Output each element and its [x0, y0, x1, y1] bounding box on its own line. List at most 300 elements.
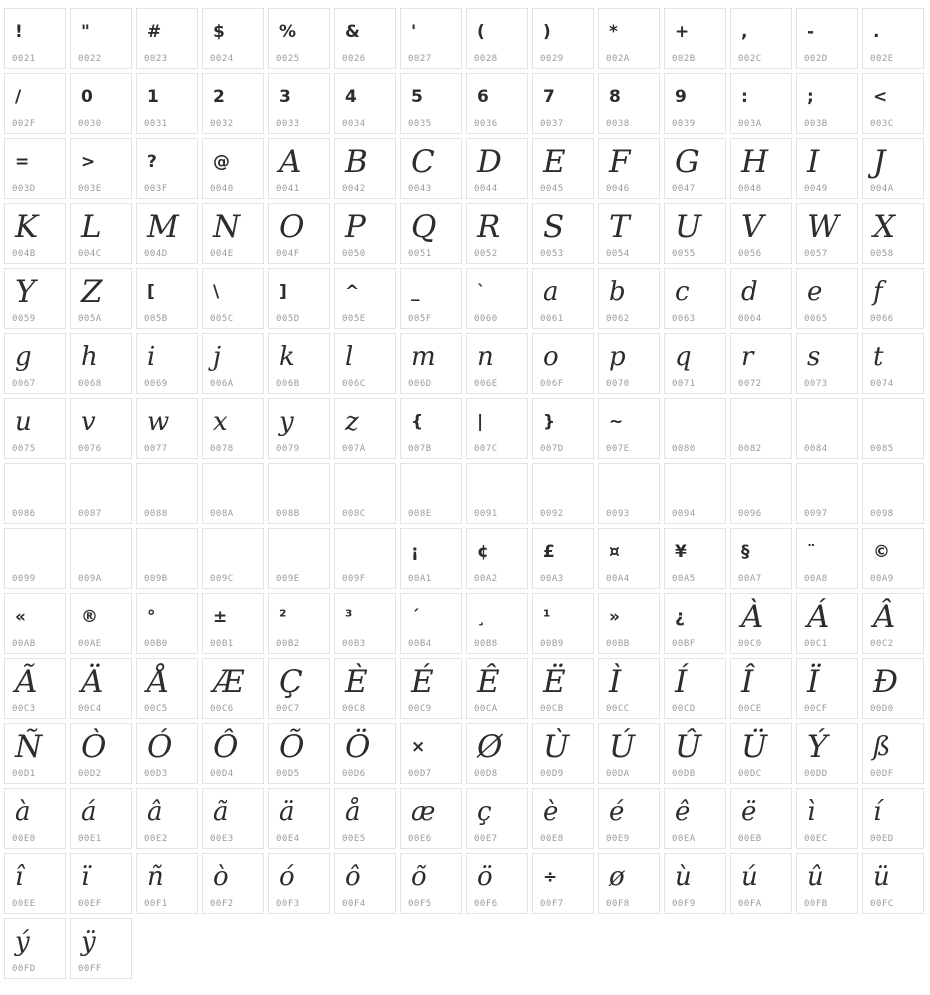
glyph-cell[interactable]: [664, 73, 726, 134]
codepoint-label: 00E7: [474, 834, 498, 844]
glyph-cell[interactable]: [730, 203, 792, 264]
glyph-cell[interactable]: [268, 268, 330, 329]
glyph-cell[interactable]: [664, 138, 726, 199]
codepoint-label: 00E2: [144, 834, 168, 844]
glyph: ò: [213, 862, 229, 892]
glyph-cell[interactable]: [664, 528, 726, 589]
glyph-cell[interactable]: [796, 463, 858, 524]
glyph-cell[interactable]: [730, 853, 792, 914]
glyph: ù: [675, 862, 692, 892]
codepoint-label: 0076: [78, 444, 102, 454]
glyph-cell[interactable]: [532, 138, 594, 199]
glyph-cell[interactable]: [796, 138, 858, 199]
glyph-cell[interactable]: [598, 723, 660, 784]
glyph-cell[interactable]: [268, 398, 330, 459]
glyph-cell[interactable]: [532, 723, 594, 784]
glyph-cell[interactable]: [532, 203, 594, 264]
glyph-cell[interactable]: [796, 333, 858, 394]
glyph-cell[interactable]: [4, 8, 66, 69]
glyph: Â: [873, 598, 896, 635]
glyph-cell[interactable]: [598, 73, 660, 134]
codepoint-label: 00F6: [474, 899, 498, 909]
glyph-cell[interactable]: [664, 788, 726, 849]
glyph-cell[interactable]: [268, 853, 330, 914]
glyph-cell[interactable]: [268, 73, 330, 134]
glyph-cell[interactable]: [70, 8, 132, 69]
codepoint-label: 0043: [408, 184, 432, 194]
codepoint-label: 007C: [474, 444, 498, 454]
glyph: i: [147, 342, 156, 372]
codepoint-label: 00A7: [738, 574, 762, 584]
glyph-cell[interactable]: [70, 463, 132, 524]
glyph-cell[interactable]: [466, 723, 528, 784]
glyph-cell[interactable]: [730, 593, 792, 654]
glyph-cell[interactable]: [4, 333, 66, 394]
glyph-cell[interactable]: [202, 138, 264, 199]
glyph-cell[interactable]: [334, 528, 396, 589]
glyph-cell[interactable]: [730, 723, 792, 784]
glyph-cell[interactable]: [862, 853, 924, 914]
glyph-cell[interactable]: [664, 593, 726, 654]
glyph-cell[interactable]: [70, 593, 132, 654]
codepoint-label: 002A: [606, 54, 630, 64]
glyph-cell[interactable]: [400, 723, 462, 784]
glyph-cell[interactable]: [70, 788, 132, 849]
glyph-cell[interactable]: [466, 528, 528, 589]
glyph-cell[interactable]: [268, 8, 330, 69]
codepoint-label: 002C: [738, 54, 762, 64]
glyph-cell[interactable]: [136, 593, 198, 654]
glyph-cell[interactable]: [796, 658, 858, 719]
glyph-cell[interactable]: [400, 333, 462, 394]
glyph-cell[interactable]: [202, 593, 264, 654]
codepoint-label: 00F8: [606, 899, 630, 909]
glyph-cell[interactable]: [4, 73, 66, 134]
glyph-cell[interactable]: [862, 788, 924, 849]
glyph-cell[interactable]: [598, 528, 660, 589]
glyph: È: [345, 663, 368, 700]
codepoint-label: 00CD: [672, 704, 696, 714]
codepoint-label: 0074: [870, 379, 894, 389]
glyph-cell[interactable]: [334, 788, 396, 849]
glyph-cell[interactable]: [202, 528, 264, 589]
glyph-cell[interactable]: [70, 333, 132, 394]
glyph-cell[interactable]: [730, 658, 792, 719]
glyph-cell[interactable]: [268, 203, 330, 264]
glyph-cell[interactable]: [136, 268, 198, 329]
codepoint-label: 00DB: [672, 769, 696, 779]
glyph-cell[interactable]: [334, 658, 396, 719]
glyph-cell[interactable]: [466, 268, 528, 329]
codepoint-label: 003B: [804, 119, 828, 129]
glyph-cell[interactable]: [400, 463, 462, 524]
glyph-cell[interactable]: [400, 593, 462, 654]
glyph-cell[interactable]: [334, 333, 396, 394]
glyph-cell[interactable]: [334, 73, 396, 134]
glyph-cell[interactable]: [400, 8, 462, 69]
glyph-cell[interactable]: [400, 398, 462, 459]
glyph-cell[interactable]: [136, 528, 198, 589]
glyph-cell[interactable]: [4, 268, 66, 329]
codepoint-label: 008C: [342, 509, 366, 519]
glyph-cell[interactable]: [862, 593, 924, 654]
glyph-cell[interactable]: [598, 333, 660, 394]
glyph-cell[interactable]: [70, 658, 132, 719]
glyph-cell[interactable]: [730, 788, 792, 849]
codepoint-label: 00E3: [210, 834, 234, 844]
glyph-cell[interactable]: [730, 268, 792, 329]
glyph-cell[interactable]: [202, 73, 264, 134]
glyph-cell[interactable]: [4, 593, 66, 654]
glyph-cell[interactable]: [334, 853, 396, 914]
glyph-cell[interactable]: [466, 333, 528, 394]
glyph-cell[interactable]: [202, 723, 264, 784]
glyph-cell[interactable]: [862, 268, 924, 329]
codepoint-label: 009E: [276, 574, 300, 584]
codepoint-label: 0054: [606, 249, 630, 259]
codepoint-label: 0078: [210, 444, 234, 454]
glyph: B: [345, 143, 368, 180]
glyph-cell[interactable]: [532, 853, 594, 914]
glyph-cell[interactable]: [334, 593, 396, 654]
glyph: O: [279, 208, 305, 245]
glyph-cell[interactable]: [598, 463, 660, 524]
glyph-cell[interactable]: [796, 723, 858, 784]
glyph-cell[interactable]: [4, 528, 66, 589]
codepoint-label: 00DC: [738, 769, 762, 779]
glyph: [665, 400, 723, 444]
codepoint-label: 007E: [606, 444, 630, 454]
glyph-cell[interactable]: [4, 853, 66, 914]
codepoint-label: 00FF: [78, 964, 102, 974]
codepoint-label: 00D6: [342, 769, 366, 779]
glyph-cell[interactable]: [136, 203, 198, 264]
glyph-cell[interactable]: [796, 853, 858, 914]
glyph-cell[interactable]: [862, 463, 924, 524]
codepoint-label: 00E1: [78, 834, 102, 844]
glyph-cell[interactable]: [862, 658, 924, 719]
glyph-cell[interactable]: [466, 8, 528, 69]
glyph-cell[interactable]: [70, 138, 132, 199]
glyph-cell[interactable]: [664, 203, 726, 264]
glyph-cell[interactable]: [466, 73, 528, 134]
glyph-cell[interactable]: [136, 463, 198, 524]
glyph-cell[interactable]: [136, 723, 198, 784]
codepoint-label: 0030: [78, 119, 102, 129]
glyph-cell[interactable]: [70, 268, 132, 329]
glyph-cell[interactable]: [598, 398, 660, 459]
glyph: 2: [213, 86, 225, 107]
glyph-cell[interactable]: [202, 203, 264, 264]
glyph-cell[interactable]: [532, 788, 594, 849]
glyph-cell[interactable]: [598, 853, 660, 914]
glyph-cell[interactable]: [70, 723, 132, 784]
glyph-cell[interactable]: [598, 658, 660, 719]
glyph-cell[interactable]: [268, 138, 330, 199]
codepoint-label: 004F: [276, 249, 300, 259]
glyph-cell[interactable]: [334, 268, 396, 329]
glyph-cell[interactable]: [334, 203, 396, 264]
glyph: Ê: [477, 663, 500, 700]
glyph-cell[interactable]: [334, 398, 396, 459]
glyph-cell[interactable]: [532, 463, 594, 524]
glyph-cell[interactable]: [796, 73, 858, 134]
glyph: Ú: [609, 728, 636, 765]
glyph: [137, 465, 195, 509]
codepoint-label: 00E4: [276, 834, 300, 844]
glyph: ": [81, 21, 90, 42]
codepoint-label: 0048: [738, 184, 762, 194]
glyph-cell[interactable]: [730, 333, 792, 394]
glyph: Ì: [609, 663, 622, 700]
glyph-cell[interactable]: [466, 788, 528, 849]
glyph-cell[interactable]: [400, 268, 462, 329]
glyph-cell[interactable]: [862, 333, 924, 394]
glyph-cell[interactable]: [730, 528, 792, 589]
glyph-cell[interactable]: [730, 138, 792, 199]
glyph-cell[interactable]: [334, 8, 396, 69]
glyph-cell[interactable]: [466, 203, 528, 264]
glyph-cell[interactable]: [202, 853, 264, 914]
codepoint-label: 00C7: [276, 704, 300, 714]
glyph-cell[interactable]: [598, 203, 660, 264]
glyph-cell[interactable]: [136, 138, 198, 199]
glyph-cell[interactable]: [862, 73, 924, 134]
glyph-cell[interactable]: [862, 398, 924, 459]
glyph-cell[interactable]: [862, 138, 924, 199]
glyph-cell[interactable]: [268, 593, 330, 654]
glyph-cell[interactable]: [202, 788, 264, 849]
glyph-cell[interactable]: [466, 593, 528, 654]
codepoint-label: 0062: [606, 314, 630, 324]
codepoint-label: 006A: [210, 379, 234, 389]
glyph-cell[interactable]: [598, 788, 660, 849]
glyph-cell[interactable]: [862, 8, 924, 69]
codepoint-label: 00BF: [672, 639, 696, 649]
codepoint-label: 00A4: [606, 574, 630, 584]
glyph-cell[interactable]: [466, 138, 528, 199]
codepoint-label: 00F9: [672, 899, 696, 909]
glyph-cell[interactable]: [400, 203, 462, 264]
glyph-cell[interactable]: [796, 203, 858, 264]
glyph-cell[interactable]: [532, 398, 594, 459]
codepoint-label: 004C: [78, 249, 102, 259]
codepoint-label: 0069: [144, 379, 168, 389]
codepoint-label: 002B: [672, 54, 696, 64]
glyph: á: [81, 797, 97, 827]
codepoint-label: 00B3: [342, 639, 366, 649]
glyph-cell[interactable]: [136, 398, 198, 459]
glyph: [137, 530, 195, 574]
glyph-cell[interactable]: [730, 463, 792, 524]
codepoint-label: 0047: [672, 184, 696, 194]
glyph-cell[interactable]: [70, 528, 132, 589]
glyph-cell[interactable]: [4, 918, 66, 979]
codepoint-label: 00C0: [738, 639, 762, 649]
glyph-cell[interactable]: [664, 723, 726, 784]
glyph-cell[interactable]: [202, 658, 264, 719]
glyph-cell[interactable]: [400, 788, 462, 849]
glyph-cell[interactable]: [202, 8, 264, 69]
glyph-cell[interactable]: [4, 138, 66, 199]
codepoint-label: 00D2: [78, 769, 102, 779]
glyph: ä: [279, 797, 295, 827]
glyph: C: [411, 143, 435, 180]
glyph-cell[interactable]: [796, 788, 858, 849]
glyph-cell[interactable]: [268, 463, 330, 524]
glyph: ü: [873, 862, 890, 892]
glyph-cell[interactable]: [796, 8, 858, 69]
glyph-cell[interactable]: [796, 398, 858, 459]
glyph: [269, 465, 327, 509]
glyph: æ: [411, 797, 436, 827]
glyph: !: [15, 21, 23, 42]
glyph: ì: [807, 797, 816, 827]
glyph-cell[interactable]: [664, 398, 726, 459]
glyph-cell[interactable]: [400, 73, 462, 134]
codepoint-label: 00C4: [78, 704, 102, 714]
glyph-cell[interactable]: [862, 723, 924, 784]
glyph-cell[interactable]: [730, 8, 792, 69]
glyph-cell[interactable]: [730, 398, 792, 459]
glyph: M: [147, 208, 179, 245]
glyph-cell[interactable]: [796, 593, 858, 654]
glyph-cell[interactable]: [532, 593, 594, 654]
glyph-cell[interactable]: [268, 658, 330, 719]
glyph-cell[interactable]: [4, 398, 66, 459]
glyph-cell[interactable]: [136, 333, 198, 394]
glyph-cell[interactable]: [70, 73, 132, 134]
glyph-cell[interactable]: [664, 268, 726, 329]
glyph-cell[interactable]: [400, 528, 462, 589]
glyph-cell[interactable]: [598, 593, 660, 654]
glyph-cell[interactable]: [532, 268, 594, 329]
glyph-cell[interactable]: [532, 658, 594, 719]
glyph-cell[interactable]: [796, 268, 858, 329]
glyph-cell[interactable]: [70, 853, 132, 914]
glyph: [5, 465, 63, 509]
glyph-cell[interactable]: [862, 203, 924, 264]
glyph-cell[interactable]: [4, 203, 66, 264]
glyph-cell[interactable]: [532, 8, 594, 69]
glyph: p: [609, 342, 626, 372]
glyph: ß: [873, 732, 891, 762]
glyph-cell[interactable]: [4, 463, 66, 524]
glyph-cell[interactable]: [334, 138, 396, 199]
glyph-cell[interactable]: [268, 333, 330, 394]
glyph-cell[interactable]: [400, 658, 462, 719]
glyph: 4: [345, 86, 357, 107]
glyph-cell[interactable]: [400, 853, 462, 914]
glyph-cell[interactable]: [664, 333, 726, 394]
glyph-cell[interactable]: [664, 8, 726, 69]
glyph-cell[interactable]: [334, 723, 396, 784]
glyph-cell[interactable]: [202, 268, 264, 329]
glyph: Ö: [345, 728, 371, 765]
glyph-cell[interactable]: [400, 138, 462, 199]
codepoint-label: 00EA: [672, 834, 696, 844]
glyph: §: [741, 541, 750, 562]
codepoint-label: 0024: [210, 54, 234, 64]
glyph-cell[interactable]: [70, 918, 132, 979]
glyph-cell[interactable]: [136, 8, 198, 69]
glyph: ®: [81, 606, 98, 627]
glyph-cell[interactable]: [532, 73, 594, 134]
glyph: Ò: [81, 728, 107, 765]
glyph: è: [543, 797, 559, 827]
codepoint-label: 00F5: [408, 899, 432, 909]
glyph: «: [15, 606, 26, 627]
glyph: ñ: [147, 862, 164, 892]
glyph-cell[interactable]: [4, 788, 66, 849]
glyph-cell[interactable]: [532, 333, 594, 394]
glyph-cell[interactable]: [466, 853, 528, 914]
glyph: ²: [279, 606, 287, 627]
glyph-cell[interactable]: [796, 528, 858, 589]
glyph: #: [147, 21, 162, 42]
glyph-cell[interactable]: [730, 73, 792, 134]
codepoint-label: 0039: [672, 119, 696, 129]
glyph-cell[interactable]: [334, 463, 396, 524]
glyph: ï: [81, 862, 90, 892]
glyph-cell[interactable]: [664, 853, 726, 914]
glyph-cell[interactable]: [70, 398, 132, 459]
codepoint-label: 00EE: [12, 899, 36, 909]
glyph: u: [15, 407, 32, 437]
codepoint-label: 0026: [342, 54, 366, 64]
glyph-cell[interactable]: [268, 723, 330, 784]
codepoint-label: 00CC: [606, 704, 630, 714]
codepoint-label: 009F: [342, 574, 366, 584]
codepoint-label: 0028: [474, 54, 498, 64]
glyph-cell[interactable]: [664, 658, 726, 719]
glyph-cell[interactable]: [202, 463, 264, 524]
glyph: y: [279, 407, 294, 437]
glyph-cell[interactable]: [664, 463, 726, 524]
glyph: õ: [411, 862, 427, 892]
codepoint-label: 008E: [408, 509, 432, 519]
glyph-cell[interactable]: [4, 723, 66, 784]
glyph: Ô: [213, 728, 239, 765]
glyph: k: [279, 342, 295, 372]
glyph-cell[interactable]: [268, 788, 330, 849]
glyph: [467, 465, 525, 509]
glyph-cell[interactable]: [466, 398, 528, 459]
glyph-cell[interactable]: [136, 788, 198, 849]
glyph-cell[interactable]: [466, 658, 528, 719]
glyph-cell[interactable]: [202, 398, 264, 459]
glyph-cell[interactable]: [268, 528, 330, 589]
glyph-cell[interactable]: [862, 528, 924, 589]
glyph: :: [741, 86, 748, 107]
glyph-cell[interactable]: [598, 138, 660, 199]
glyph-cell[interactable]: [136, 658, 198, 719]
codepoint-label: 00B1: [210, 639, 234, 649]
glyph-cell[interactable]: [136, 73, 198, 134]
codepoint-label: 0035: [408, 119, 432, 129]
glyph-cell[interactable]: [466, 463, 528, 524]
glyph: ã: [213, 797, 229, 827]
glyph-cell[interactable]: [598, 8, 660, 69]
codepoint-label: 0044: [474, 184, 498, 194]
glyph-cell[interactable]: [136, 853, 198, 914]
glyph-cell[interactable]: [598, 268, 660, 329]
glyph-cell[interactable]: [532, 528, 594, 589]
glyph: ý: [15, 927, 30, 957]
glyph-cell[interactable]: [202, 333, 264, 394]
glyph-cell[interactable]: [70, 203, 132, 264]
glyph-cell[interactable]: [4, 658, 66, 719]
